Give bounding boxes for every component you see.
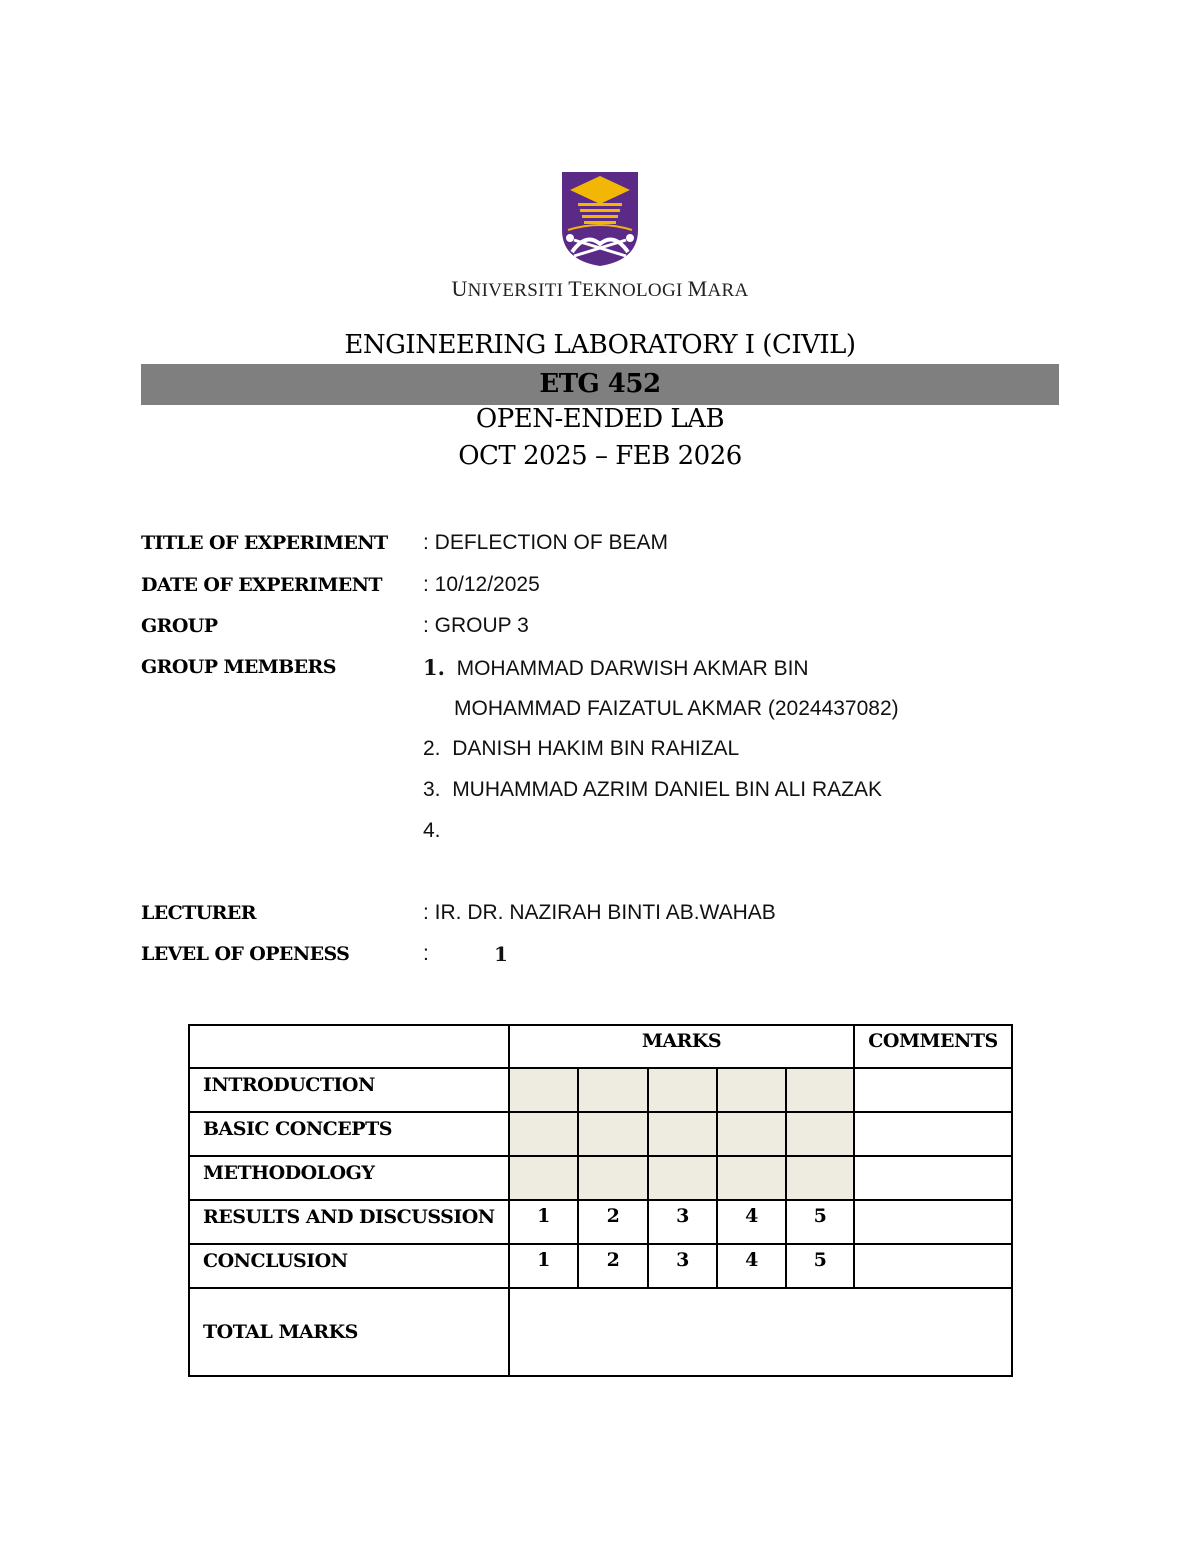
member-1 (423, 655, 809, 681)
member-number: 2. (423, 737, 441, 760)
score-cell[interactable]: 5 (786, 1200, 854, 1244)
member-4 (423, 819, 452, 843)
criterion-results-discussion: RESULTS AND DISCUSSION (189, 1200, 509, 1244)
group-label: GROUP (141, 615, 218, 637)
score-cell[interactable] (717, 1156, 786, 1200)
table-row (189, 1244, 1012, 1288)
group-value: : GROUP 3 (423, 614, 529, 637)
openess-colon: : (423, 942, 429, 965)
score-cell[interactable] (509, 1156, 578, 1200)
session: OCT 2025 – FEB 2026 (458, 441, 742, 471)
comment-cell[interactable] (854, 1200, 1012, 1244)
uni-name-part: M (687, 276, 708, 301)
score-cell[interactable] (717, 1068, 786, 1112)
member-number: 4. (423, 819, 441, 842)
lecturer-label: LECTURER (141, 902, 256, 924)
table-row (189, 1156, 1012, 1200)
table-row (189, 1112, 1012, 1156)
members-label: GROUP MEMBERS (141, 656, 336, 678)
score-cell[interactable] (578, 1156, 648, 1200)
score-cell[interactable] (509, 1112, 578, 1156)
score-cell[interactable] (648, 1156, 717, 1200)
lecturer-value: : IR. DR. NAZIRAH BINTI AB.WAHAB (423, 901, 776, 924)
comment-cell[interactable] (854, 1156, 1012, 1200)
date-label: DATE OF EXPERIMENT (141, 574, 382, 596)
score-cell[interactable]: 2 (578, 1200, 648, 1244)
course-code-bar: ETG 452 (141, 364, 1059, 405)
table-row (189, 1068, 1012, 1112)
openess-label: LEVEL OF OPENESS (141, 943, 350, 965)
score-cell[interactable] (578, 1112, 648, 1156)
score-cell[interactable] (578, 1068, 648, 1112)
comment-cell[interactable] (854, 1068, 1012, 1112)
date-value: : 10/12/2025 (423, 573, 540, 596)
title-label: TITLE OF EXPERIMENT (141, 532, 388, 554)
score-cell[interactable] (648, 1112, 717, 1156)
total-row (189, 1288, 1012, 1376)
member-2 (423, 737, 739, 761)
uni-name-part: ARA (707, 280, 749, 301)
member-number: 3. (423, 778, 441, 801)
member-3 (423, 778, 882, 802)
score-cell[interactable]: 2 (578, 1244, 648, 1288)
comment-cell[interactable] (854, 1244, 1012, 1288)
member-name: MOHAMMAD DARWISH AKMAR BIN (456, 657, 809, 680)
course-title: ENGINEERING LABORATORY I (CIVIL) (344, 330, 856, 360)
score-cell[interactable]: 3 (648, 1244, 717, 1288)
criterion-methodology: METHODOLOGY (189, 1156, 509, 1200)
score-cell[interactable]: 1 (509, 1244, 578, 1288)
title-value: : DEFLECTION OF BEAM (423, 531, 669, 554)
member-number: 1. (423, 655, 445, 680)
rubric-header-row (189, 1025, 1012, 1068)
marking-rubric-table (188, 1024, 1013, 1377)
score-cell[interactable] (717, 1112, 786, 1156)
score-cell[interactable] (509, 1068, 578, 1112)
score-cell[interactable] (786, 1156, 854, 1200)
score-cell[interactable] (786, 1068, 854, 1112)
uni-name-part: U (451, 276, 468, 301)
criterion-basic-concepts: BASIC CONCEPTS (189, 1112, 509, 1156)
member-1-line2: MOHAMMAD FAIZATUL AKMAR (2024437082) (454, 697, 899, 720)
rubric-blank-header (189, 1025, 509, 1068)
uitm-logo (560, 170, 640, 268)
score-cell[interactable]: 4 (717, 1244, 786, 1288)
member-name: DANISH HAKIM BIN RAHIZAL (452, 737, 740, 760)
total-marks-label: TOTAL MARKS (189, 1288, 509, 1376)
comments-header: COMMENTS (854, 1025, 1012, 1068)
university-name (0, 276, 1200, 302)
score-cell[interactable] (786, 1112, 854, 1156)
score-cell[interactable] (648, 1068, 717, 1112)
member-name: MUHAMMAD AZRIM DANIEL BIN ALI RAZAK (452, 778, 882, 801)
criterion-introduction: INTRODUCTION (189, 1068, 509, 1112)
score-cell[interactable]: 5 (786, 1244, 854, 1288)
uni-name-part: NIVERSITI (467, 280, 569, 301)
lab-type: OPEN-ENDED LAB (475, 404, 725, 434)
score-cell[interactable]: 1 (509, 1200, 578, 1244)
criterion-conclusion: CONCLUSION (189, 1244, 509, 1288)
comment-cell[interactable] (854, 1112, 1012, 1156)
uni-name-part: T (568, 276, 583, 301)
score-cell[interactable]: 3 (648, 1200, 717, 1244)
uni-name-part: EKNOLOGI (582, 280, 688, 301)
table-row (189, 1200, 1012, 1244)
score-cell[interactable]: 4 (717, 1200, 786, 1244)
total-marks-cell[interactable] (509, 1288, 1012, 1376)
openess-value: 1 (494, 942, 508, 966)
marks-header: MARKS (509, 1025, 854, 1068)
